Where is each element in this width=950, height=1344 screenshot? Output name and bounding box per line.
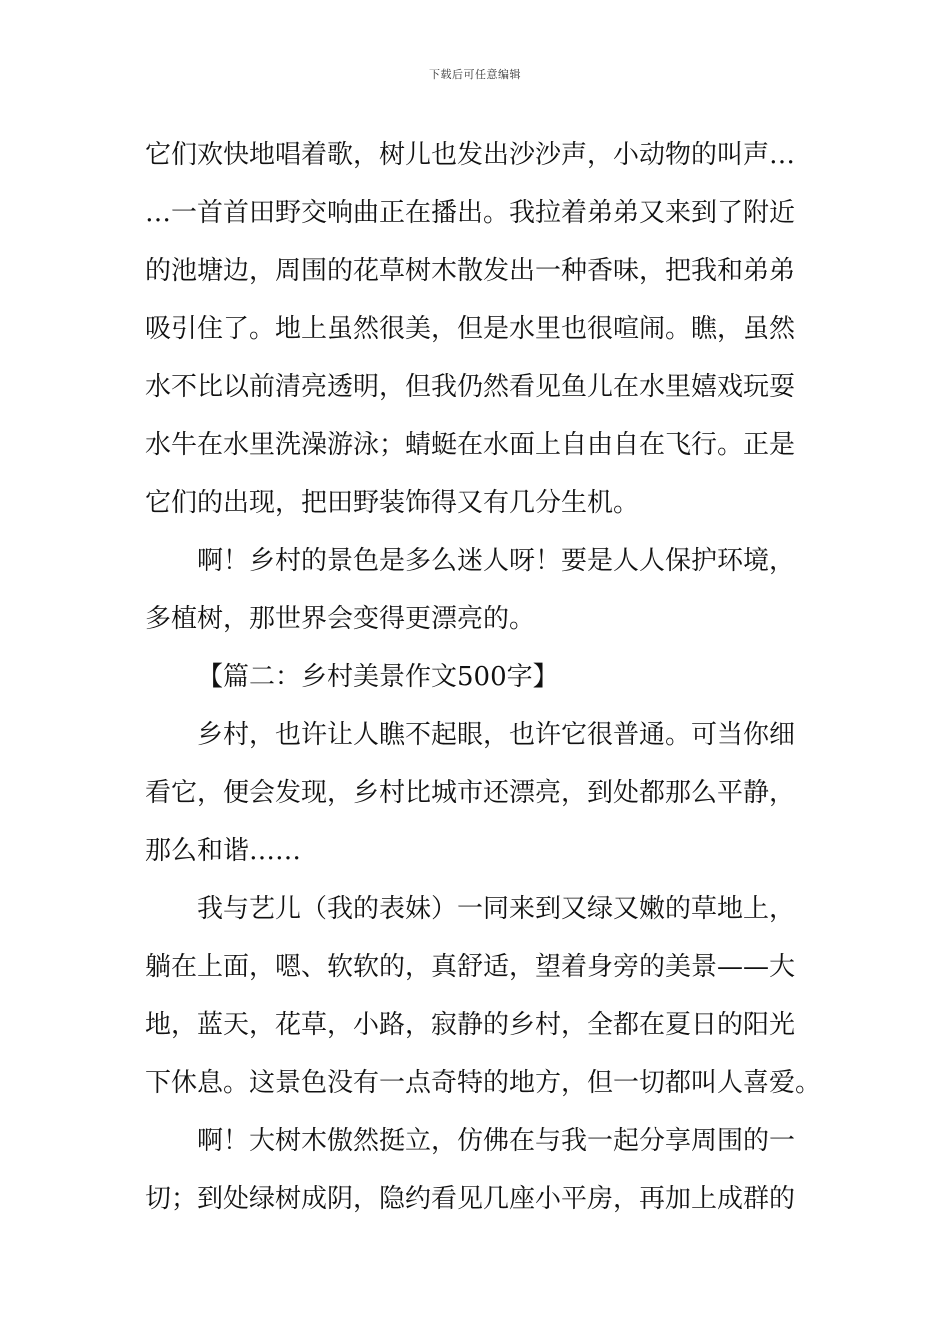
text-line: 的池塘边，周围的花草树木散发出一种香味，把我和弟弟: [145, 256, 796, 286]
page-header: 下载后可任意编辑: [429, 68, 521, 81]
text-line: …一首首田野交响曲正在播出。我拉着弟弟又来到了附近: [145, 198, 796, 228]
paragraph-start-line: 啊！大树木傲然挺立，仿佛在与我一起分享周围的一: [197, 1126, 796, 1156]
paragraph-start-line: 啊！乡村的景色是多么迷人呀！要是人人保护环境，: [197, 546, 796, 576]
paragraph-start-line: 乡村，也许让人瞧不起眼，也许它很普通。可当你细: [197, 720, 796, 750]
text-line: 吸引住了。地上虽然很美，但是水里也很喧闹。瞧，虽然: [145, 314, 796, 344]
text-line: 水牛在水里洗澡游泳；蜻蜓在水面上自由自在飞行。正是: [145, 430, 796, 460]
text-line: 它们欢快地唱着歌，树儿也发出沙沙声，小动物的叫声…: [145, 140, 796, 170]
text-line: 它们的出现，把田野装饰得又有几分生机。: [145, 488, 640, 518]
text-line: 躺在上面，嗯、软软的，真舒适，望着身旁的美景——大: [145, 952, 796, 982]
essay-body: [145, 126, 822, 1228]
text-line: 切；到处绿树成阴，隐约看见几座小平房，再加上成群的: [145, 1184, 796, 1214]
text-line: 地，蓝天，花草，小路，寂静的乡村，全都在夏日的阳光: [145, 1010, 796, 1040]
text-line: 看它，便会发现，乡村比城市还漂亮，到处都那么平静，: [145, 778, 796, 808]
section-heading: 【篇二：乡村美景作文500字】: [197, 662, 559, 692]
text-line: 下休息。这景色没有一点奇特的地方，但一切都叫人喜爱。: [145, 1068, 822, 1098]
paragraph-start-line: 我与艺儿（我的表妹）一同来到又绿又嫩的草地上，: [197, 894, 796, 924]
text-line: 水不比以前清亮透明，但我仍然看见鱼儿在水里嬉戏玩耍: [145, 372, 796, 402]
text-line: 那么和谐……: [145, 836, 302, 866]
text-line: 多植树，那世界会变得更漂亮的。: [145, 604, 536, 634]
